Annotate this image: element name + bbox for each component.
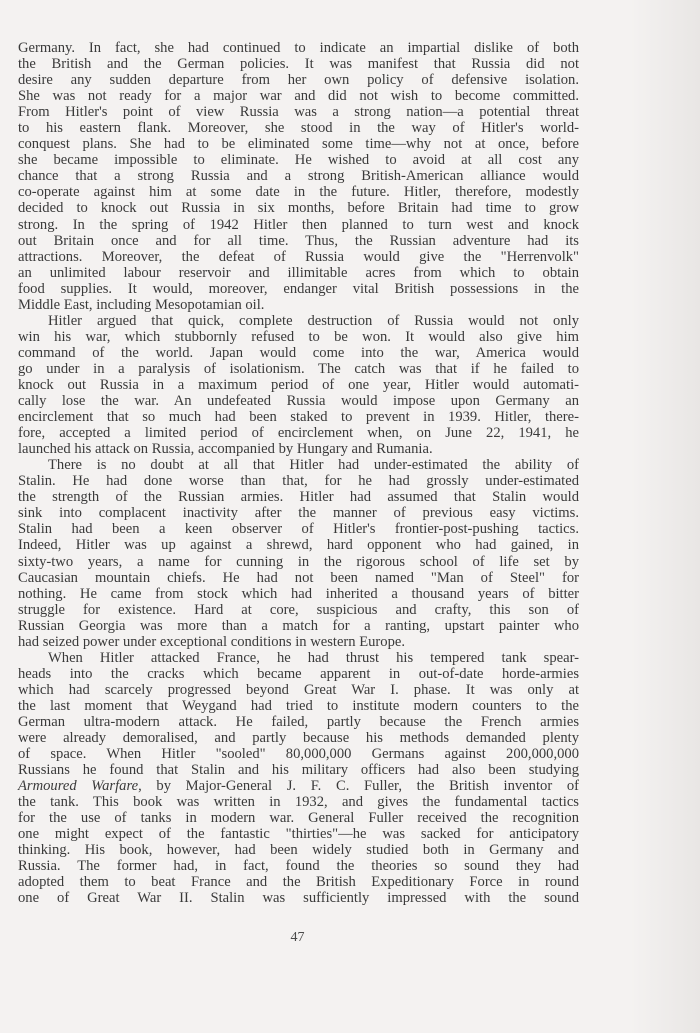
text-line: nothing. He came from stock which had inherited a thousand years of bitter	[18, 585, 579, 602]
text-line: of space. When Hitler "sooled" 80,000,000 Germans against 200,000,000	[18, 746, 579, 763]
text-line: one might expect of the fantastic "thirties"—he was sacked for anticipatory	[18, 826, 579, 843]
text-line: Stalin had been a keen observer of Hitler's frontier-post-pushing tactics.	[18, 521, 579, 538]
text-line: one of Great War II. Stalin was sufficiently impressed with the sound	[18, 890, 579, 907]
text-line: sixty-two years, a name for cunning in the rigorous school of life set by	[18, 553, 579, 570]
text-line: command of the world. Japan would come into the war, America would	[18, 344, 579, 361]
text-line: had seized power under exceptional conditions in western Europe.	[18, 633, 406, 650]
text-line: decided to knock out Russia in six months, before Britain had time to grow	[18, 200, 579, 217]
text-line: desire any sudden departure from her own policy of defensive isolation.	[18, 72, 579, 89]
text-line: Russia. The former had, in fact, found the theories so sound they had	[18, 858, 579, 875]
text-line: Stalin. He had done worse than that, for he had grossly under-estimated	[18, 473, 579, 490]
text-line: heads into the cracks which became apparent in out-of-date horde-armies	[18, 665, 579, 682]
text-line: chance that a strong Russia and a strong British-American alliance would	[18, 168, 579, 185]
text-line: Caucasian mountain chiefs. He had not been named "Man of Steel" for	[18, 569, 579, 586]
text-line: an unlimited labour reservoir and illimitable acres from which to obtain	[18, 264, 579, 281]
text-line: the British and the German policies. It was manifest that Russia did not	[18, 56, 579, 73]
text-line: knock out Russia in a maximum period of one year, Hitler would automati-	[18, 376, 579, 393]
page-number: 47	[290, 930, 305, 945]
text-line: go under in a paralysis of isolationism. The catch was that if he failed to	[18, 360, 579, 377]
text-line: German ultra-modern attack. He failed, partly because the French armies	[18, 713, 579, 730]
text-line: When Hitler attacked France, he had thrust his tempered tank spear-	[48, 649, 579, 666]
text-line: for the use of tanks in modern war. General Fuller received the recognition	[18, 810, 579, 827]
page-text-block	[18, 40, 579, 907]
text-line: Middle East, including Mesopotamian oil.	[18, 296, 265, 313]
text-line: Russian Georgia was more than a match for a ranting, upstart painter who	[18, 617, 579, 634]
page-edge-shade	[630, 0, 700, 1033]
text-line: fore, accepted a limited period of encirclement when, on June 22, 1941, he	[18, 425, 579, 442]
text-line: Germany. In fact, she had continued to indicate an impartial dislike of both	[18, 40, 579, 56]
text-line: encirclement that so much had been staked to prevent in 1939. Hitler, there-	[18, 409, 579, 426]
text-line: Hitler argued that quick, complete destruction of Russia would not only	[48, 312, 579, 329]
text-line: sink into complacent inactivity after the manner of previous easy victims.	[18, 505, 579, 522]
text-line: Armoured Warfare, by Major-General J. F. C. Fuller, the British inventor of	[18, 778, 580, 795]
text-line: attractions. Moreover, the defeat of Russia would give the "Herrenvolk"	[18, 248, 579, 265]
paragraph	[18, 40, 579, 313]
text-line: were already demoralised, and partly because his methods demanded plenty	[18, 730, 579, 747]
text-line: Russians he found that Stalin and his military officers had also been studying	[18, 762, 579, 779]
text-line: struggle for existence. Hard at core, suspicious and crafty, this son of	[18, 601, 579, 618]
text-line: she became impossible to eliminate. He wished to avoid at all cost any	[18, 152, 579, 169]
text-line: launched his attack on Russia, accompanied by Hungary and Rumania.	[18, 441, 433, 458]
text-line: the strength of the Russian armies. Hitler had assumed that Stalin would	[18, 489, 579, 506]
text-line: Indeed, Hitler was up against a shrewd, hard opponent who had gained, in	[18, 537, 579, 554]
text-line: win his war, which stubbornly refused to be won. It would also give him	[18, 328, 579, 345]
text-line: co-operate against him at some date in the future. Hitler, therefore, modestly	[18, 184, 579, 201]
text-line: From Hitler's point of view Russia was a strong nation—a potential threat	[18, 104, 579, 121]
paragraph	[18, 457, 579, 650]
paragraph	[18, 313, 579, 457]
text-line: which had scarcely progressed beyond Great War I. phase. It was only at	[18, 681, 579, 698]
paragraph	[18, 650, 579, 907]
text-line: to his eastern flank. Moreover, she stood in the way of Hitler's world-	[18, 120, 579, 137]
text-line: She was not ready for a major war and did not wish to become committed.	[18, 88, 579, 105]
text-line: strong. In the spring of 1942 Hitler then planned to turn west and knock	[18, 216, 579, 233]
text-line: There is no doubt at all that Hitler had under-estimated the ability of	[48, 457, 579, 474]
text-line: food supplies. It would, moreover, endanger vital British possessions in the	[18, 280, 579, 297]
text-line: adopted them to beat France and the British Expeditionary Force in round	[18, 874, 579, 891]
text-line: thinking. His book, however, had been widely studied both in Germany and	[18, 842, 579, 859]
text-line: cally lose the war. An undefeated Russia would impose upon Germany an	[18, 393, 579, 410]
text-line: the tank. This book was written in 1932, and gives the fundamental tactics	[18, 794, 579, 811]
text-line: out Britain once and for all time. Thus, the Russian adventure had its	[18, 232, 579, 249]
text-line: the last moment that Weygand had tried to institute modern counters to the	[18, 697, 579, 714]
text-line: conquest plans. She had to be eliminated some time—why not at once, before	[18, 136, 579, 153]
book-title: Armoured Warfare	[18, 778, 139, 795]
